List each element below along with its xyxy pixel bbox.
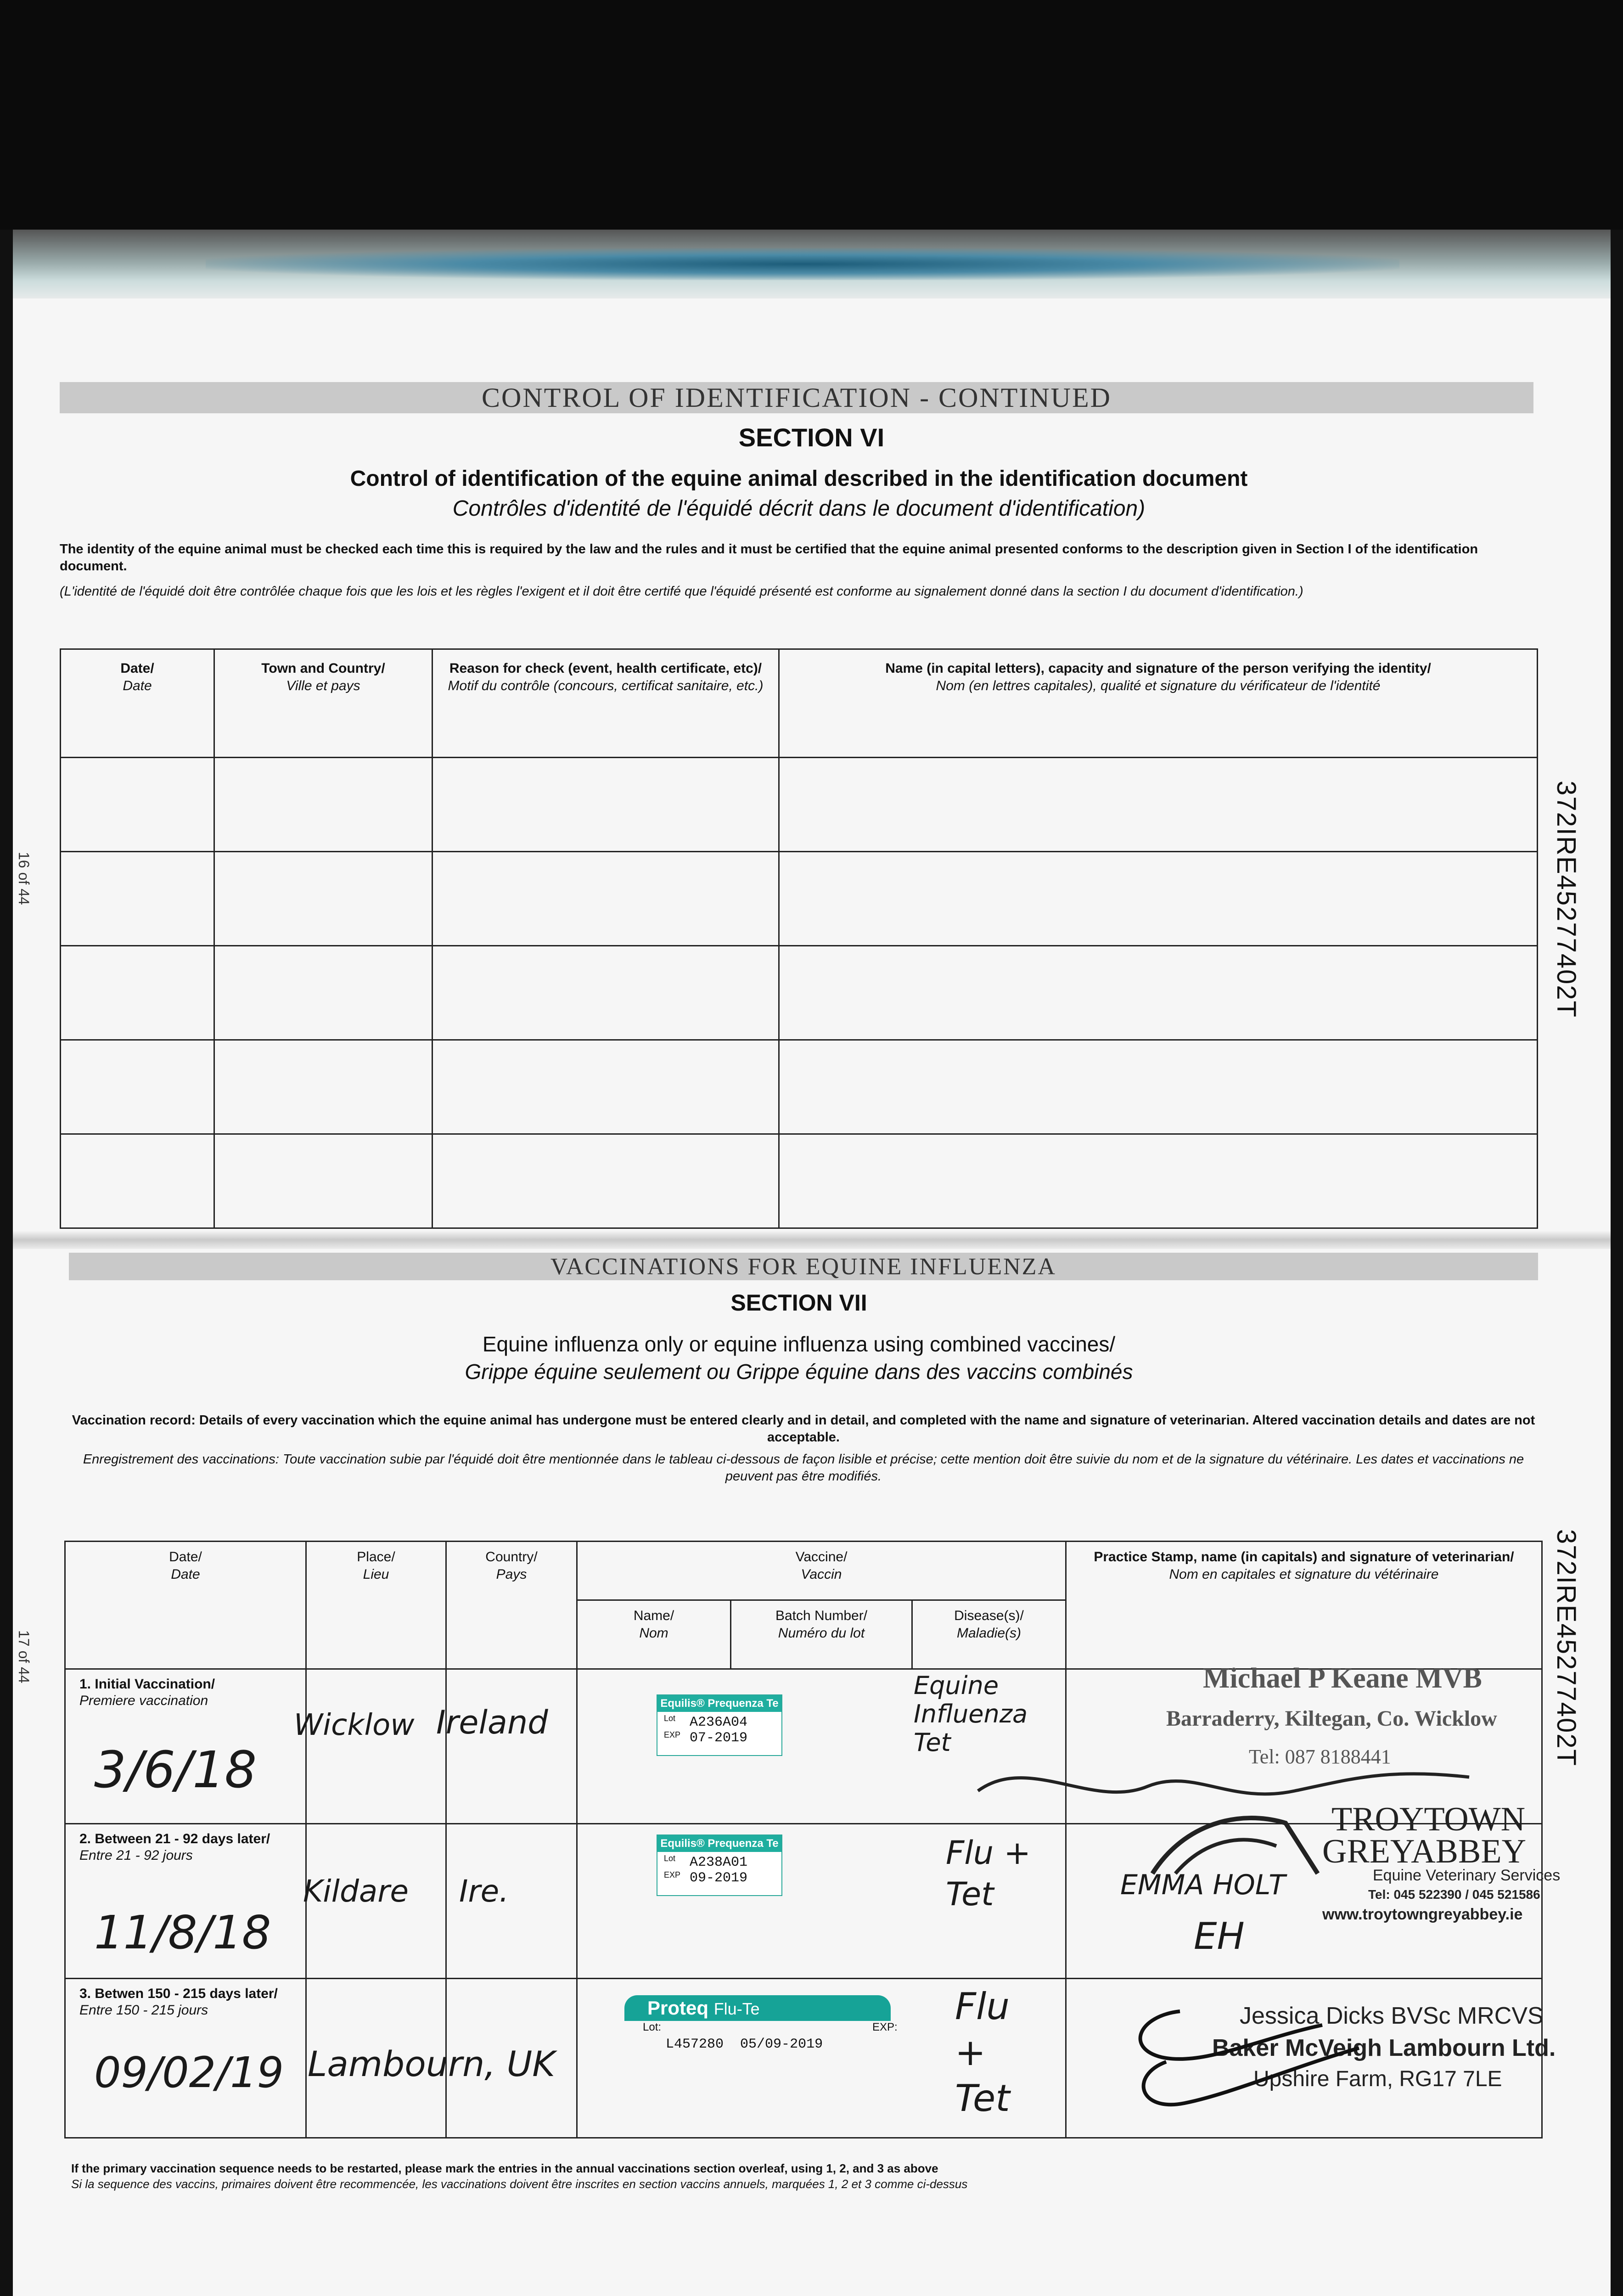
table-header-row: [61, 649, 1538, 758]
section6-instructions-en: The identity of the equine animal must be checked each time this is required by the law and the rules and it must be certified that the equine animal presented conforms to the description given in Section I of the identification document.: [60, 542, 1478, 574]
footnote-fr: Si la sequence des vaccins, primaires doivent être recommencée, les vaccinations doivent être inscrites en section vaccins annuels, marquées 1, 2 et 3 comme ci-dessus: [71, 2177, 968, 2191]
page-number-bottom: 17 of 44: [16, 1630, 32, 1683]
section6-banner: CONTROL OF IDENTIFICATION - CONTINUED: [60, 382, 1533, 413]
row2-vaccine-name: Equilis® Prequenza Te: [657, 1835, 781, 1852]
side-id-top: 372IRE45277402T: [1551, 781, 1581, 1018]
row3-date-cell: 3. Betwen 150 - 215 days later/ Entre 150 - 215 jours: [65, 1979, 306, 2138]
scan-background: [0, 0, 1623, 230]
row3-expiry: 05/09-2019: [740, 2037, 823, 2052]
row3-vaccine-label: Proteq Flu-Te Lot: EXP: L457280 05/09-2019: [624, 1995, 891, 2073]
row3-batch-number: L457280: [666, 2037, 724, 2052]
row2-stamp-name-2: GREYABBEY: [1322, 1833, 1527, 1870]
row2-country: Ire.: [459, 1874, 509, 1909]
passport-cover-edge: [13, 230, 1611, 303]
header-practice-stamp: Practice Stamp, name (in capitals) and signature of veterinarian/ Nom en capitales et signature du vétérinaire: [1066, 1542, 1542, 1669]
row1-disease: Equine Influenza Tet: [914, 1671, 1028, 1757]
row1-stamp-tel: Tel: 087 8188441: [1249, 1745, 1391, 1768]
row1-expiry: 07-2019: [690, 1730, 748, 1746]
table-header-row: [65, 1542, 1542, 1600]
header-reason: Reason for check (event, health certificate, etc)/ Motif du contrôle (concours, certificat sanitaire, etc.): [432, 649, 779, 758]
header-vaccine: Vaccine/ Vaccin: [577, 1542, 1066, 1600]
footnote-en: If the primary vaccination sequence needs to be restarted, please mark the entries in the annual vaccinations section overleaf, using 1, 2, and 3 as above: [71, 2161, 938, 2175]
side-id-bottom: 372IRE45277402T: [1551, 1529, 1581, 1767]
row1-stamp-name: Michael P Keane MVB: [1203, 1663, 1482, 1694]
section6-subtitle-fr: Contrôles d'identité de l'équidé décrit dans le document d'identification): [452, 496, 1146, 521]
header-date: Date/ Date: [61, 649, 214, 758]
row1-place: Wicklow: [294, 1708, 415, 1742]
table-row: [61, 946, 1538, 1040]
table-row: [61, 1134, 1538, 1228]
header-batch-number: Batch Number/ Numéro du lot: [731, 1600, 912, 1669]
row3-stamp-address: Upshire Farm, RG17 7LE: [1253, 2067, 1502, 2091]
section7-subtitle-en: Equine influenza only or equine influenza using combined vaccines/: [482, 1332, 1116, 1356]
row1-vaccine-sticker: Equilis® Prequenza Te Lot EXP A236A04 07-2019: [657, 1694, 782, 1756]
header-date: Date/ Date: [65, 1542, 306, 1669]
section7-banner: VACCINATIONS FOR EQUINE INFLUENZA: [69, 1253, 1538, 1280]
section7-instructions-en: Vaccination record: Details of every vaccination which the equine animal has undergone must be entered clearly and in detail, and completed with the name and signature of veterinarian. Altered vaccination details and dates are not acceptable.: [72, 1413, 1535, 1445]
section7-title: SECTION VII: [730, 1290, 867, 1316]
header-place: Place/ Lieu: [306, 1542, 446, 1669]
row2-stamp-name-1: TROYTOWN: [1331, 1801, 1526, 1838]
row3-date: 09/02/19: [94, 2048, 284, 2097]
row1-stamp-address: Barraderry, Kiltegan, Co. Wicklow: [1166, 1706, 1497, 1731]
passport-page-bottom: [13, 2273, 1611, 2296]
header-country: Country/ Pays: [446, 1542, 577, 1669]
row3-disease: Flu + Tet: [955, 1985, 1010, 2120]
row3-vaccine-name: Proteq Flu-Te: [624, 1995, 891, 2021]
table-row: [61, 758, 1538, 852]
row1-batch-number: A236A04: [690, 1715, 748, 1730]
row2-expiry: 09-2019: [690, 1870, 748, 1886]
section6-subtitle-en: Control of identification of the equine animal described in the identification document: [350, 467, 1248, 491]
page-number-top: 16 of 44: [16, 852, 32, 905]
header-verifier: Name (in capital letters), capacity and signature of the person verifying the identity/ Nom (en lettres capitales), qualité et signature du vérificateur de l'identité: [779, 649, 1538, 758]
row2-stamp-tel: Tel: 045 522390 / 045 521586: [1368, 1887, 1540, 1902]
row3-place: Lambourn, UK: [308, 2043, 556, 2084]
row2-date-cell: 2. Between 21 - 92 days later/ Entre 21 - 92 jours: [65, 1824, 306, 1979]
row3-stamp-practice: Baker McVeigh Lambourn Ltd.: [1212, 2035, 1556, 2061]
identification-check-table: [60, 648, 1538, 1229]
table-row: [61, 852, 1538, 946]
section6-title: SECTION VI: [738, 423, 885, 452]
header-diseases: Disease(s)/ Maladie(s): [912, 1600, 1066, 1669]
row2-vaccine-sticker: Equilis® Prequenza Te Lot EXP A238A01 09-2019: [657, 1835, 782, 1896]
section6-instructions-fr: (L'identité de l'équidé doit être contrôlée chaque fois que les lois et les règles l'exigent et il doit être certifé que l'équidé présenté est conforme au signalement donné dans la section I du document d'identification.): [60, 584, 1303, 599]
row2-stamp-subtitle: Equine Veterinary Services: [1373, 1867, 1561, 1884]
section7-instructions-fr: Enregistrement des vaccinations: Toute vaccination subie par l'équidé doit être mentionnée dans le tableau ci-dessous de façon lisible et précise; cette mention doit être suivie du nom et de la signature du vétérinaire. Les dates et vaccinations ne peuvent pas être modifiés.: [83, 1452, 1524, 1484]
row2-place: Kildare: [303, 1874, 409, 1909]
row2-stamp-web: www.troytowngreyabbey.ie: [1322, 1906, 1523, 1923]
row1-date-cell: 1. Initial Vaccination/ Premiere vaccination: [65, 1669, 306, 1824]
row3-stamp-name: Jessica Dicks BVSc MRCVS: [1240, 2003, 1544, 2029]
row1-country: Ireland: [436, 1704, 548, 1741]
row2-batch-number: A238A01: [690, 1855, 748, 1870]
page-fold: [13, 1231, 1611, 1249]
row3-signature: [1111, 1998, 1368, 2117]
header-vaccine-name: Name/ Nom: [577, 1600, 731, 1669]
table-row: [61, 1040, 1538, 1134]
header-town-country: Town and Country/ Ville et pays: [214, 649, 432, 758]
row2-vet-name: EMMA HOLT: [1120, 1869, 1286, 1901]
section7-subtitle-fr: Grippe équine seulement ou Grippe équine dans des vaccins combinés: [465, 1360, 1133, 1384]
row2-stamp-logo: [1148, 1805, 1322, 1878]
row2-date: 11/8/18: [94, 1906, 271, 1959]
row1-date: 3/6/18: [94, 1740, 257, 1799]
row2-disease: Flu + Tet: [946, 1834, 1031, 1913]
row1-vaccine-name: Equilis® Prequenza Te: [657, 1695, 781, 1712]
row2-vet-initials: EH: [1194, 1915, 1245, 1958]
